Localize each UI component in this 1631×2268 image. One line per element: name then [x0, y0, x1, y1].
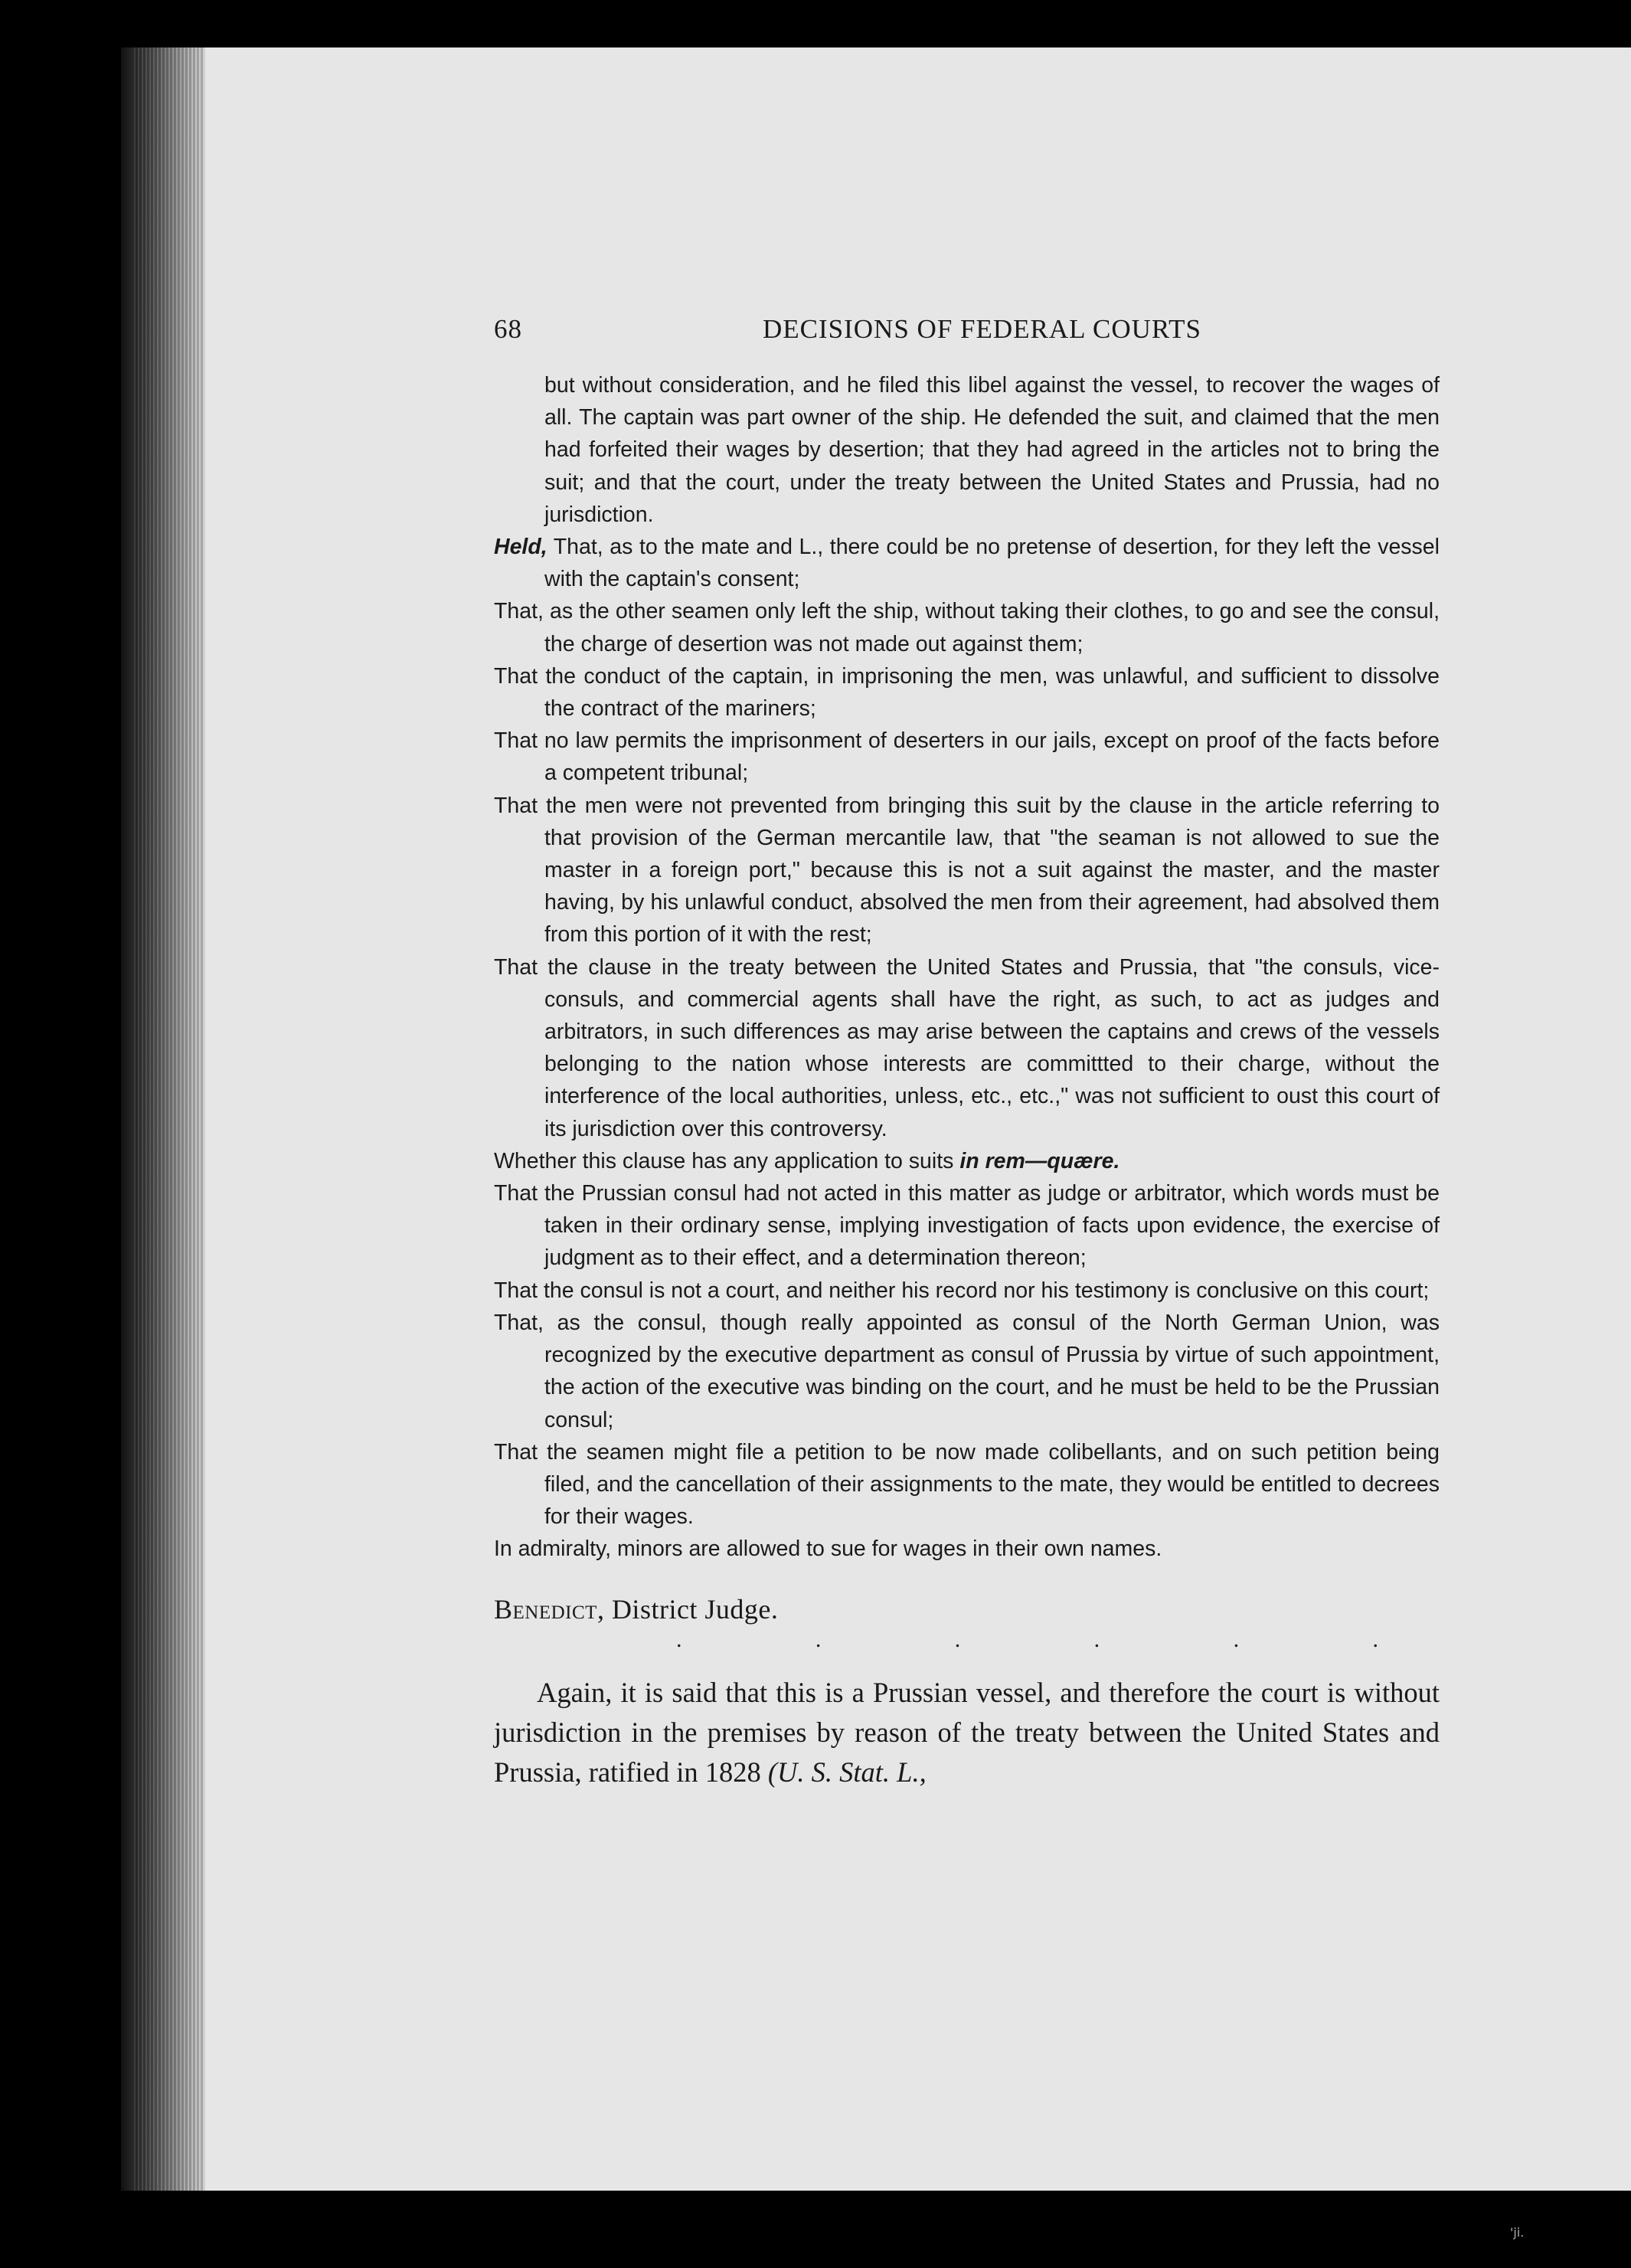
held-label: Held,	[494, 535, 547, 560]
ellipsis-dot: .	[954, 1626, 961, 1652]
judge-title: , District Judge.	[597, 1593, 779, 1625]
headnote-paragraph: That the conduct of the captain, in imprisoning the men, was unlawful, and sufficient to dissolve the contract of the mariners;	[494, 663, 1440, 722]
page-text-block	[494, 314, 1440, 1792]
headnote-paragraph: In admiralty, minors are allowed to sue for wages in their own names.	[494, 1537, 1162, 1562]
headnote-paragraph: That, as the consul, though really appointed as consul of the North German Union, was recognized by the executive department as consul of Prussia by virtue of such appointment, the action of the executive was binding on the court, and he must be held to be the Prussian consul;	[494, 1310, 1440, 1432]
headnote	[494, 369, 1440, 1566]
headnote-paragraph: That the men were not prevented from bringing this suit by the clause in the article referring to that provision of the German mercantile law, that "the seaman is not allowed to sue the master in a foreign port," because this is not a suit against the master, and the master having, by his unlawful conduct, absolved the men from their agreement, had absolved them from this portion of it with the rest;	[494, 793, 1440, 947]
ellipsis-dot: .	[815, 1626, 822, 1652]
headnote-paragraph: That the consul is not a court, and neither his record nor his testimony is conclusive on this court;	[494, 1278, 1430, 1303]
ellipsis-dot: .	[1093, 1626, 1100, 1652]
judge-attribution	[494, 1593, 1440, 1625]
headnote-paragraph: That the Prussian consul had not acted in this matter as judge or arbitrator, which words must be taken in their ordinary sense, implying investigation of facts upon evidence, the exercise of judgment as to their effect, and a determination thereon;	[494, 1181, 1440, 1271]
headnote-paragraph: but without consideration, and he filed this libel against the vessel, to recover the wages of all. The captain was part owner of the ship. He defended the suit, and claimed that the men had forfeited their wages by desertion; that they had agreed in the articles not to bring the suit; and that the court, under the treaty between the United States and Prussia, had no jurisdiction.	[544, 373, 1440, 527]
statute-citation: (U. S. Stat. L.,	[767, 1756, 927, 1788]
ellipsis-dot: .	[1233, 1626, 1240, 1652]
page-number: 68	[494, 314, 522, 344]
quaere-text: Whether this clause has any application to suits	[494, 1148, 960, 1173]
headnote-paragraph	[494, 1145, 1440, 1177]
quaere-emphasis: in rem—quære.	[959, 1148, 1120, 1173]
headnote-paragraph: That the clause in the treaty between the United States and Prussia, that "the consuls, vice-consuls, and commercial agents shall have the right, as such, to act as judges and arbitrators, in such differences as may arise between the captains and crews of the vessels belonging to the nation whose interests are committted to their charge, without the interference of the local authorities, unless, etc., etc.," was not sufficient to oust this court of its jurisdiction over this controversy.	[494, 954, 1440, 1141]
judge-name: Benedict	[494, 1593, 597, 1625]
omission-ellipsis	[494, 1628, 1440, 1664]
scan-corner-mark: 'ji.	[1510, 2225, 1525, 2240]
ellipsis-dot: .	[1372, 1626, 1378, 1652]
headnote-paragraph	[494, 531, 1440, 595]
opinion-paragraph	[494, 1673, 1440, 1792]
opinion-text: Again, it is said that this is a Prussian vessel, and therefore the court is without jurisdiction in the premises by reason of the treaty between the United States and Prussia, ratified in 1828	[494, 1676, 1440, 1788]
running-title: DECISIONS OF FEDERAL COURTS	[763, 314, 1201, 344]
running-head	[494, 314, 1440, 360]
held-text: That, as to the mate and L., there could be no pretense of desertion, for they left the vessel with the captain's consent;	[544, 535, 1440, 592]
headnote-paragraph: That, as the other seamen only left the ship, without taking their clothes, to go and see the consul, the charge of desertion was not made out against them;	[494, 599, 1440, 656]
page-edge-lines	[134, 47, 203, 2191]
headnote-paragraph: That no law permits the imprisonment of deserters in our jails, except on proof of the facts before a competent tribunal;	[494, 728, 1440, 786]
headnote-paragraph: That the seamen might file a petition to be now made colibellants, and on such petition being filed, and the cancellation of their assignments to the mate, they would be entitled to decrees for their wages.	[494, 1439, 1440, 1530]
ellipsis-dot: .	[676, 1626, 682, 1652]
